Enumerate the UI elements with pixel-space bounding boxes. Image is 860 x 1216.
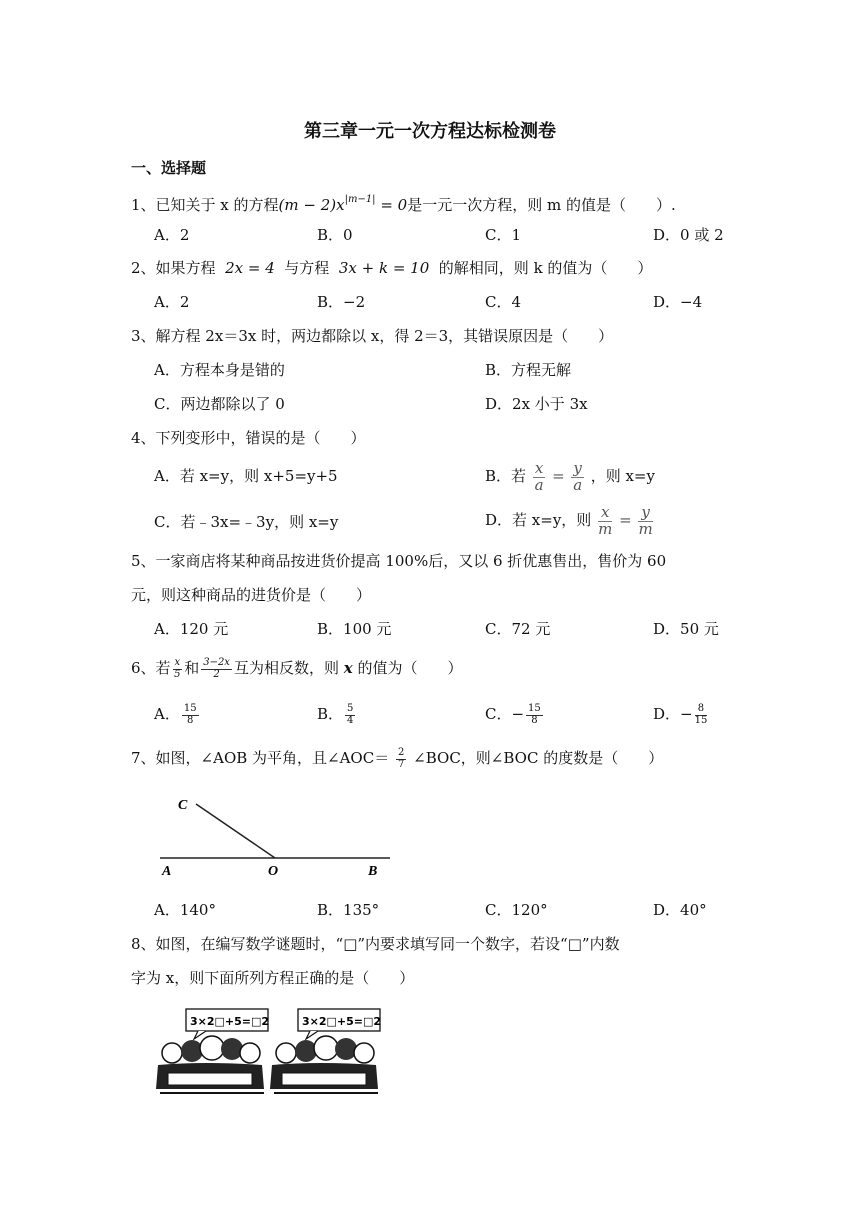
- q4-option-a: A．若 x=y，则 x+5=y+5: [154, 467, 338, 485]
- q6-fraction-2: $\frac{3-2x}{2}$: [203, 657, 230, 680]
- q2-suffix: 的解相同，则 k 的值为（ ）: [438, 259, 653, 277]
- q4-option-b-prefix: B．若: [485, 467, 527, 485]
- q4-option-d-prefix: D．若 x=y，则: [485, 511, 592, 529]
- page-title: 第三章一元一次方程达标检测卷: [304, 121, 556, 142]
- q1-option-c: C．1: [485, 226, 522, 244]
- q7-ray-oc: [196, 804, 275, 858]
- q4-option-c: C．若﹣3x=﹣3y，则 x=y: [154, 513, 339, 531]
- question-7: [131, 741, 663, 775]
- q1-option-b: B．0: [317, 226, 353, 244]
- q1-equation-exponent: |m−1|: [344, 194, 376, 205]
- q6-variable: x: [343, 659, 353, 677]
- q1-option-d: D．0 或 2: [653, 226, 724, 244]
- q8-bubble-right: 3×2□+5=□2: [302, 1015, 382, 1028]
- question-5-line-1: 5、一家商店将某种商品按进货价提高 100%后，又以 6 折优惠售出，售价为 60: [131, 552, 667, 570]
- q4-option-b: [485, 456, 655, 496]
- q2-option-c: C．4: [485, 293, 522, 311]
- q3-option-d: D．2x 小于 3x: [485, 395, 588, 413]
- q2-option-d: D．−4: [653, 293, 703, 311]
- q8-cartoon-left: [156, 1009, 269, 1093]
- q3-option-c: C．两边都除以了 0: [154, 395, 285, 413]
- q6-fraction-1: $\frac{x}{5}$: [174, 657, 181, 680]
- q7-label-c: C: [178, 798, 188, 813]
- q1-equation-tail: = 0: [375, 196, 408, 214]
- q4-option-b-suffix: ，则 x=y: [590, 467, 655, 485]
- q8-cartoon-right: [270, 1009, 381, 1093]
- q4-option-d-fraction-right: $\frac{y}{m}$: [638, 502, 653, 538]
- q4-option-b-fraction-right: $\frac{y}{a}$: [573, 458, 583, 494]
- q6-option-a-fraction: $\frac{15}{8}$: [183, 703, 197, 726]
- q6-option-b-fraction: $\frac{5}{4}$: [347, 703, 354, 726]
- q2-option-a: A．2: [154, 293, 190, 311]
- q5-option-a: A．120 元: [154, 620, 229, 638]
- question-5-line-2: 元，则这种商品的进货价是（ ）: [131, 586, 372, 604]
- q2-middle: 与方程: [284, 259, 330, 277]
- q6-suffix: 的值为（ ）: [357, 659, 463, 677]
- q8-illustration: [150, 1003, 390, 1103]
- question-1: [131, 190, 676, 215]
- q5-option-d: D．50 元: [653, 620, 719, 638]
- q6-and: 和: [184, 659, 200, 677]
- question-2: [131, 258, 652, 278]
- section-heading: 一、选择题: [131, 159, 207, 177]
- question-6: [131, 651, 463, 685]
- q1-prefix: 1、已知关于 x 的方程: [131, 196, 279, 214]
- q2-equation-1: 2x = 4: [225, 259, 275, 277]
- q8-bubble-left: 3×2□+5=□2: [190, 1015, 270, 1028]
- q4-option-b-equals: =: [552, 467, 565, 485]
- q6-option-a: A． $\frac{15}{8}$: [154, 703, 197, 726]
- q6-option-c-fraction: $\frac{15}{8}$: [528, 703, 541, 726]
- q6-option-d-fraction: $\frac{8}{15}$: [694, 703, 708, 726]
- q7-option-c: C．120°: [485, 901, 548, 919]
- q7-suffix: ∠BOC，则∠BOC 的度数是（ ）: [413, 749, 664, 767]
- q7-prefix: 7、如图，∠AOB 为平角，且∠AOC＝: [131, 749, 390, 767]
- question-8-line-1: 8、如图，在编写数学谜题时，“□”内要求填写同一个数字，若设“□”内数: [131, 935, 620, 953]
- q6-option-b: B． $\frac{5}{4}$: [317, 703, 354, 726]
- q6-option-d: D．− $\frac{8}{15}$: [653, 703, 708, 726]
- q7-option-a: A．140°: [154, 901, 216, 919]
- question-3: 3、解方程 2x＝3x 时，两边都除以 x，得 2＝3，其错误原因是（ ）: [131, 327, 614, 345]
- q7-option-d: D．40°: [653, 901, 707, 919]
- q5-option-c: C．72 元: [485, 620, 551, 638]
- q3-option-a: A．方程本身是错的: [154, 361, 285, 379]
- q1-option-a: A．2: [154, 226, 190, 244]
- q7-option-b: B．135°: [317, 901, 380, 919]
- q6-option-c: C．− $\frac{15}{8}$: [485, 703, 541, 726]
- q4-option-d-fraction-left: $\frac{x}{m}$: [598, 502, 613, 538]
- q7-label-o: O: [268, 864, 279, 879]
- q4-option-d: [485, 500, 655, 540]
- q5-option-b: B．100 元: [317, 620, 392, 638]
- q7-angle-figure: [150, 790, 400, 885]
- q4-option-d-equals: =: [619, 511, 632, 529]
- q7-label-b: B: [368, 864, 378, 879]
- q1-suffix: 是一元一次方程，则 m 的值是（ ）.: [407, 196, 676, 214]
- question-4: 4、下列变形中，错误的是（ ）: [131, 429, 366, 447]
- q7-fraction: $\frac{2}{7}$: [398, 747, 405, 770]
- q6-middle: 互为相反数，则: [233, 659, 339, 677]
- q2-option-b: B．−2: [317, 293, 366, 311]
- q1-equation-base: (m − 2)x: [278, 196, 345, 214]
- question-8-line-2: 字为 x，则下面所列方程正确的是（ ）: [131, 969, 415, 987]
- q3-option-b: B．方程无解: [485, 361, 572, 379]
- q6-prefix: 6、若: [131, 659, 171, 677]
- q2-equation-2: 3x + k = 10: [338, 259, 430, 277]
- q4-option-b-fraction-left: $\frac{x}{a}$: [534, 458, 544, 494]
- q7-label-a: A: [162, 864, 172, 879]
- q2-prefix: 2、如果方程: [131, 259, 216, 277]
